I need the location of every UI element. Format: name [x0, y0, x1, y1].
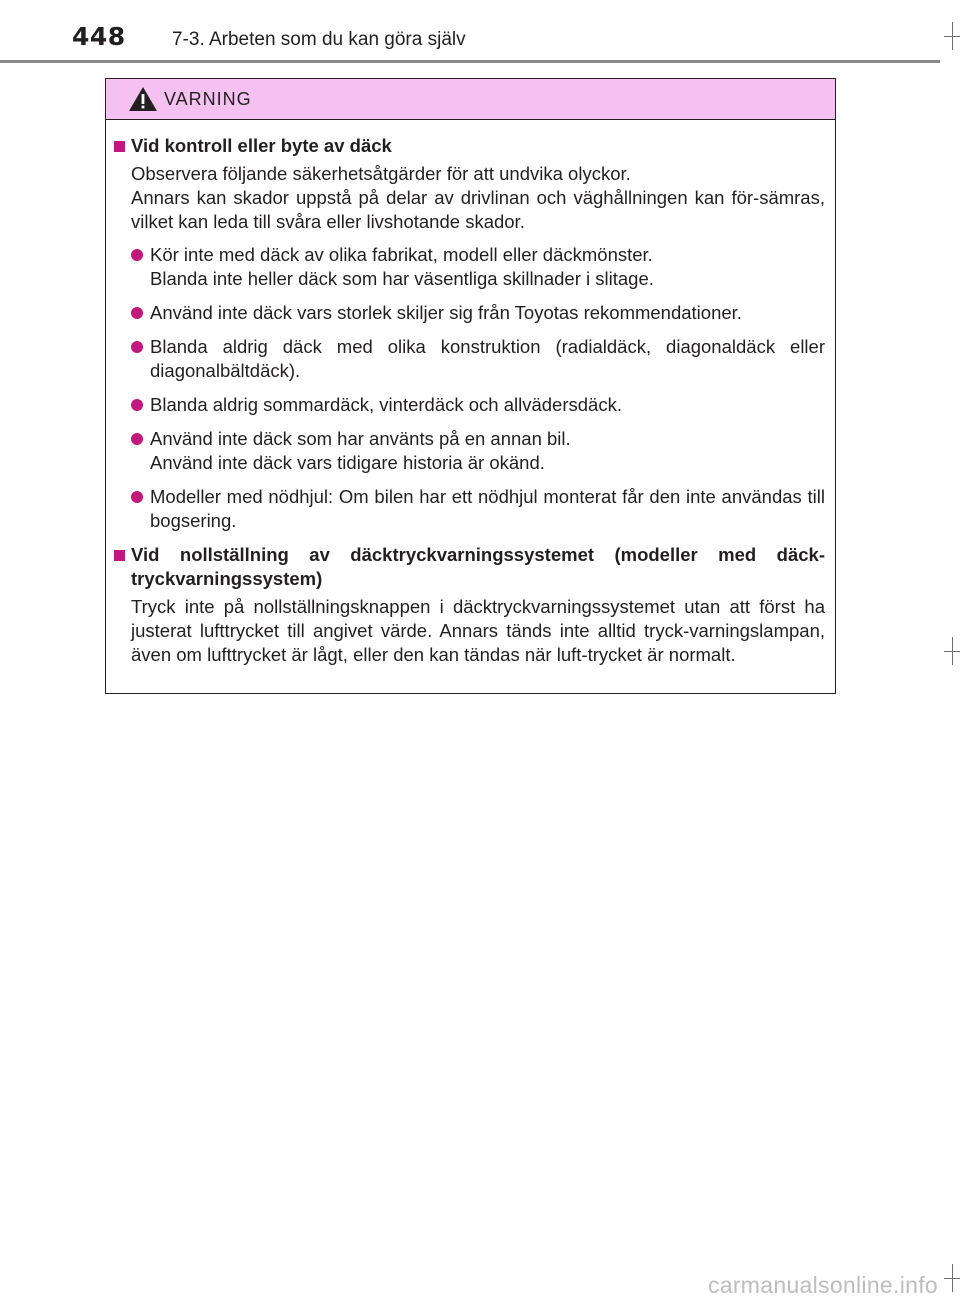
- round-bullet-icon: [131, 433, 143, 445]
- list-item: Använd inte däck som har använts på en annan bil. Använd inte däck vars tidigare historia är okänd.: [131, 427, 825, 475]
- round-bullet-icon: [131, 341, 143, 353]
- crop-mark: [952, 1264, 953, 1292]
- section-intro: Tryck inte på nollställningsknappen i däcktryckvarningssystemet utan att först ha justerat lufttrycket till angivet värde. Annars tänds inte alltid tryck-varningslampan, även om lufttrycket är lågt, eller den kan tändas när luft-trycket är normalt.: [131, 596, 825, 665]
- warning-box: [105, 78, 836, 694]
- round-bullet-icon: [131, 307, 143, 319]
- list-item: Blanda aldrig däck med olika konstruktion (radialdäck, diagonaldäck eller diagonalbältdäck).: [131, 335, 825, 383]
- warning-header: [106, 79, 835, 120]
- warning-section-tire-check: [114, 134, 825, 533]
- header-rule: [0, 60, 940, 63]
- warning-body: [106, 120, 835, 667]
- page-header: [0, 0, 960, 64]
- bullet-list: [131, 243, 825, 533]
- page-number: 448: [72, 22, 126, 51]
- crop-mark: [952, 637, 953, 665]
- round-bullet-icon: [131, 249, 143, 261]
- square-bullet-icon: [114, 141, 125, 152]
- site-watermark[interactable]: carmanualsonline.info: [707, 1272, 938, 1298]
- list-item: Modeller med nödhjul: Om bilen har ett nödhjul monterat får den inte användas till bogsering.: [131, 485, 825, 533]
- crop-mark: [952, 22, 953, 50]
- section-heading: Vid nollställning av däcktryckvarningssystemet (modeller med däck-tryckvarningssystem): [114, 543, 825, 591]
- section-intro: Observera följande säkerhetsåtgärder för att undvika olyckor. Annars kan skador uppstå på delar av drivlinan och väghållningen kan för-sämras, vilket kan leda till svåra eller livshotande skador.: [131, 163, 825, 232]
- section-title: 7-3. Arbeten som du kan göra själv: [172, 29, 466, 50]
- square-bullet-icon: [114, 550, 125, 561]
- round-bullet-icon: [131, 399, 143, 411]
- warning-triangle-icon: [128, 86, 158, 112]
- warning-title: VARNING: [164, 88, 252, 109]
- list-item: Blanda aldrig sommardäck, vinterdäck och allvädersdäck.: [131, 393, 825, 417]
- list-item: Kör inte med däck av olika fabrikat, modell eller däckmönster. Blanda inte heller däck som har väsentliga skillnader i slitage.: [131, 243, 825, 291]
- warning-section-pressure-reset: [114, 543, 825, 667]
- section-heading: Vid kontroll eller byte av däck: [114, 134, 825, 158]
- round-bullet-icon: [131, 491, 143, 503]
- list-item: Använd inte däck vars storlek skiljer sig från Toyotas rekommendationer.: [131, 301, 825, 325]
